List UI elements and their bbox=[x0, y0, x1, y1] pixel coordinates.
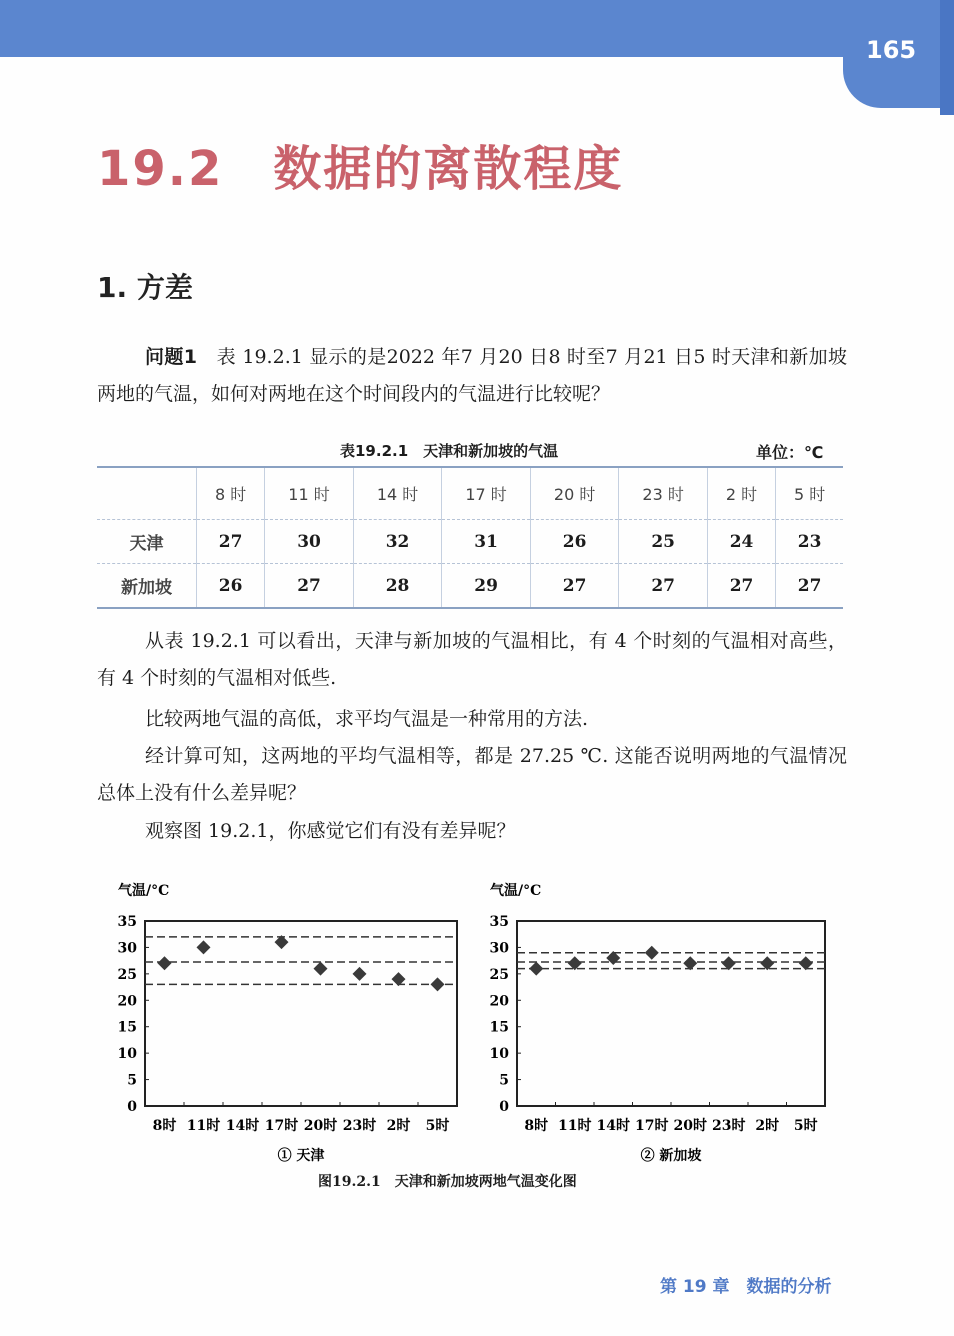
table-cell: 29 bbox=[442, 564, 531, 609]
table-cell: 26 bbox=[530, 520, 619, 564]
x-tick-label: 17时 bbox=[635, 1118, 669, 1134]
table-unit: 单位：℃ bbox=[756, 443, 824, 462]
problem-label: 问题1 bbox=[145, 346, 197, 368]
y-tick-label: 15 bbox=[117, 1019, 137, 1036]
y-tick-label: 5 bbox=[499, 1072, 509, 1089]
y-tick-label: 15 bbox=[489, 1019, 509, 1036]
y-tick-label: 35 bbox=[489, 914, 509, 930]
x-tick-label: 8时 bbox=[152, 1118, 177, 1134]
tianjin-chart bbox=[100, 875, 480, 1175]
paragraph: 比较两地气温的高低，求平均气温是一种常用的方法. bbox=[145, 708, 589, 730]
table-header-cell: 20 时 bbox=[530, 467, 619, 520]
plot-frame bbox=[517, 921, 825, 1106]
x-tick-label: 23时 bbox=[342, 1118, 377, 1134]
table-cell: 28 bbox=[353, 564, 442, 609]
x-tick-label: 20时 bbox=[303, 1118, 338, 1134]
x-tick-label: 23时 bbox=[712, 1118, 746, 1134]
table-header-cell: 2 时 bbox=[707, 467, 775, 520]
y-tick-label: 5 bbox=[127, 1072, 137, 1089]
table-cell: 27 bbox=[707, 564, 775, 609]
page-number: 165 bbox=[866, 36, 917, 64]
page-edge-strip bbox=[940, 0, 954, 115]
data-point bbox=[197, 940, 211, 954]
paragraph: 从表 19.2.1 可以看出，天津与新加坡的气温相比，有 4 个时刻的气温相对高些，有 4 个时刻的气温相对低些. bbox=[97, 630, 847, 689]
data-point bbox=[158, 956, 172, 970]
temperature-table bbox=[97, 466, 843, 609]
problem-1 bbox=[97, 339, 847, 413]
x-tick-label: 11时 bbox=[186, 1118, 221, 1134]
y-axis-label: 气温/°C bbox=[118, 883, 170, 899]
table-row bbox=[97, 564, 843, 609]
data-point bbox=[431, 977, 445, 991]
problem-text: 表 19.2.1 显示的是2022 年7 月20 日8 时至7 月21 日5 时天津和新加坡两地的气温，如何对两地在这个时间段内的气温进行比较呢？ bbox=[97, 346, 847, 405]
header-band bbox=[0, 0, 954, 57]
y-tick-label: 10 bbox=[117, 1046, 137, 1063]
table-header-cell: 11 时 bbox=[265, 467, 354, 520]
table-header-cell: 17 时 bbox=[442, 467, 531, 520]
section-heading: 1. 方差 bbox=[97, 271, 193, 304]
table-cell: 天津 bbox=[97, 520, 197, 564]
y-tick-label: 0 bbox=[499, 1099, 509, 1115]
y-tick-label: 30 bbox=[489, 940, 509, 957]
figure-caption: 图19.2.1 天津和新加坡两地气温变化图 bbox=[318, 1174, 577, 1190]
table-header-cell: 23 时 bbox=[619, 467, 708, 520]
x-tick-label: 14时 bbox=[596, 1118, 630, 1134]
y-tick-label: 25 bbox=[117, 966, 137, 983]
table-cell: 24 bbox=[707, 520, 775, 564]
y-tick-label: 0 bbox=[127, 1099, 137, 1115]
y-tick-label: 35 bbox=[117, 914, 137, 930]
table-cell: 27 bbox=[776, 564, 843, 609]
x-tick-label: 2时 bbox=[755, 1118, 780, 1134]
singapore-chart bbox=[475, 875, 855, 1175]
x-tick-label: 17时 bbox=[264, 1118, 299, 1134]
x-tick-label: 5时 bbox=[425, 1118, 450, 1134]
data-point bbox=[314, 962, 328, 976]
y-axis-label: 气温/°C bbox=[490, 883, 542, 899]
table-header-row bbox=[97, 467, 843, 520]
table-row bbox=[97, 520, 843, 564]
data-point bbox=[275, 935, 289, 949]
x-tick-label: 14时 bbox=[225, 1118, 260, 1134]
x-tick-label: 8时 bbox=[524, 1118, 549, 1134]
table-header-cell bbox=[97, 467, 197, 520]
y-tick-label: 20 bbox=[489, 993, 509, 1010]
table-cell: 27 bbox=[197, 520, 265, 564]
table-header-cell: 14 时 bbox=[353, 467, 442, 520]
data-point bbox=[529, 962, 543, 976]
table-header-cell: 5 时 bbox=[776, 467, 843, 520]
x-tick-label: 11时 bbox=[558, 1118, 592, 1134]
table-cell: 23 bbox=[776, 520, 843, 564]
table-cell: 32 bbox=[353, 520, 442, 564]
y-tick-label: 25 bbox=[489, 966, 509, 983]
chart-title: ② 新加坡 bbox=[640, 1148, 702, 1164]
y-tick-label: 10 bbox=[489, 1046, 509, 1063]
table-cell: 27 bbox=[530, 564, 619, 609]
table-cell: 26 bbox=[197, 564, 265, 609]
plot-frame bbox=[145, 921, 457, 1106]
paragraph: 观察图 19.2.1，你感觉它们有没有差异呢？ bbox=[145, 820, 516, 842]
table-cell: 30 bbox=[265, 520, 354, 564]
page-title: 19.2 数据的离散程度 bbox=[97, 141, 624, 197]
x-tick-label: 20时 bbox=[673, 1118, 707, 1134]
chapter-footer: 第 19 章 数据的分析 bbox=[660, 1277, 832, 1297]
table-cell: 27 bbox=[265, 564, 354, 609]
table-cell: 25 bbox=[619, 520, 708, 564]
table-cell: 新加坡 bbox=[97, 564, 197, 609]
paragraph: 经计算可知，这两地的平均气温相等，都是 27.25 ℃. 这能否说明两地的气温情况总体上没有什么差异呢？ bbox=[97, 745, 847, 804]
y-tick-label: 30 bbox=[117, 940, 137, 957]
chart-title: ① 天津 bbox=[277, 1148, 325, 1164]
data-point bbox=[353, 967, 367, 981]
data-point bbox=[645, 946, 659, 960]
table-cell: 31 bbox=[442, 520, 531, 564]
x-tick-label: 5时 bbox=[793, 1118, 818, 1134]
y-tick-label: 20 bbox=[117, 993, 137, 1010]
x-tick-label: 2时 bbox=[386, 1118, 411, 1134]
table-header-cell: 8 时 bbox=[197, 467, 265, 520]
table-caption: 表19.2.1 天津和新加坡的气温 bbox=[340, 442, 559, 460]
table-cell: 27 bbox=[619, 564, 708, 609]
